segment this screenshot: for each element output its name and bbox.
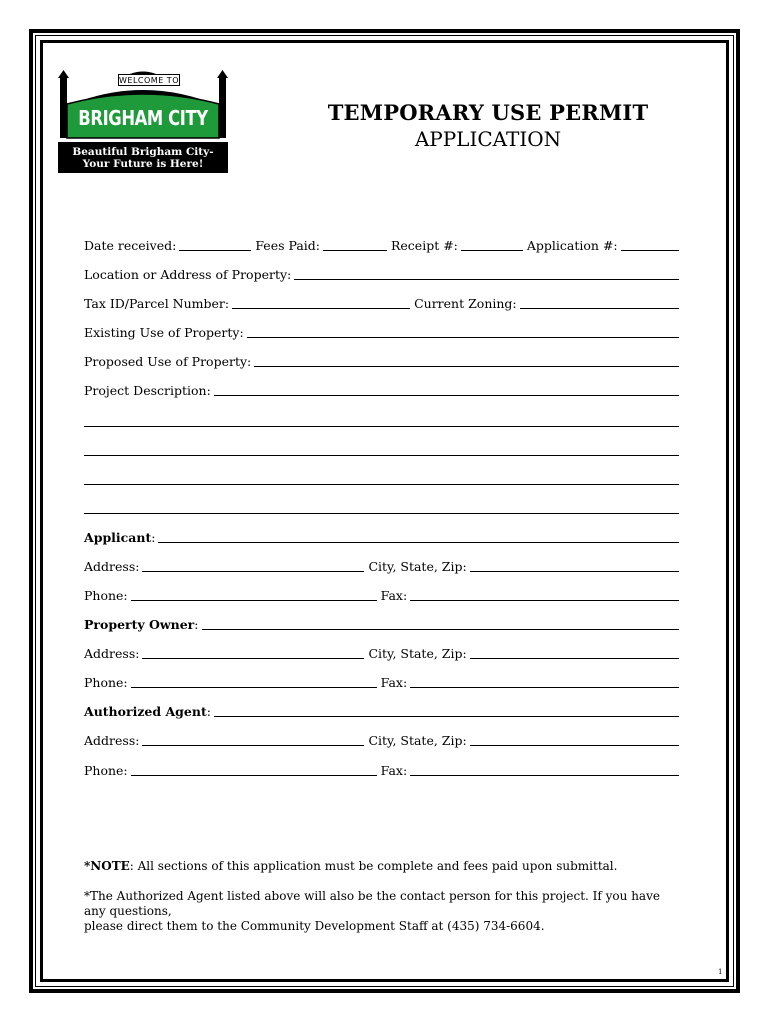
application-field[interactable] [621,250,679,251]
property-owner-field[interactable] [202,629,680,630]
form-title-main: TEMPORARY USE PERMIT [327,100,649,125]
row-agent-phone [84,761,679,779]
row-property-owner [84,615,679,633]
agent-note-line-2: please direct them to the Community Development Staff at (435) 734-6604. [84,919,545,933]
receipt-label: Receipt #: [391,238,458,253]
current-zoning-label: Current Zoning: [414,296,517,311]
project-description-line-3[interactable] [84,455,679,456]
agent-fax-field[interactable] [410,775,679,776]
owner-address-field[interactable] [142,658,364,659]
row-owner-address [84,644,679,662]
authorized-agent-colon: : [206,704,211,719]
applicant-phone-label: Phone: [84,588,128,603]
receipt-field[interactable] [461,250,523,251]
date-received-label: Date received: [84,238,177,253]
applicant-city-label: City, State, Zip: [368,559,467,574]
project-description-line-4[interactable] [84,484,679,485]
application-label: Application #: [526,238,618,253]
row-existing-use [84,323,679,341]
project-description-line-2[interactable] [84,426,679,427]
owner-fax-field[interactable] [410,687,679,688]
applicant-phone-field[interactable] [131,600,377,601]
location-field[interactable] [294,279,679,280]
existing-use-field[interactable] [247,337,679,338]
row-office-use [84,236,679,254]
logo-tagline-line-2: Your Future is Here! [82,158,204,170]
agent-phone-field[interactable] [131,775,377,776]
project-description-line-5[interactable] [84,513,679,514]
applicant-fax-field[interactable] [410,600,679,601]
owner-phone-field[interactable] [131,687,377,688]
existing-use-label: Existing Use of Property: [84,325,244,340]
row-applicant-address [84,557,679,575]
applicant-fax-label: Fax: [380,588,408,603]
tax-id-label: Tax ID/Parcel Number: [84,296,230,311]
logo-city-name: BRIGHAM CITY [78,106,208,130]
proposed-use-label: Proposed Use of Property: [84,354,252,369]
agent-note-line-1: *The Authorized Agent listed above will also be the contact person for this project. If you have any questions, [84,889,660,918]
owner-fax-label: Fax: [380,675,408,690]
submittal-note [84,859,684,874]
proposed-use-field[interactable] [254,366,679,367]
owner-city-label: City, State, Zip: [368,646,467,661]
owner-address-label: Address: [84,646,140,661]
applicant-field[interactable] [158,542,679,543]
tax-id-field[interactable] [232,308,410,309]
agent-phone-label: Phone: [84,763,128,778]
agent-address-label: Address: [84,733,140,748]
agent-city-field[interactable] [470,745,679,746]
row-location [84,265,679,283]
page-number: 1 [718,968,723,976]
owner-city-field[interactable] [470,658,679,659]
row-applicant [84,528,679,546]
row-authorized-agent [84,702,679,720]
row-project-description [84,381,679,399]
form-title-sub: APPLICATION [414,127,562,151]
form-title [300,100,676,152]
location-label: Location or Address of Property: [84,267,292,282]
row-agent-address [84,731,679,749]
applicant-address-field[interactable] [142,571,364,572]
row-applicant-phone [84,586,679,604]
note-label: *NOTE [84,859,130,873]
applicant-address-label: Address: [84,559,140,574]
applicant-city-field[interactable] [470,571,679,572]
agent-contact-note [84,889,684,934]
logo-tagline-line-1: Beautiful Brigham City- [72,146,214,158]
agent-city-label: City, State, Zip: [368,733,467,748]
agent-address-field[interactable] [142,745,364,746]
owner-phone-label: Phone: [84,675,128,690]
agent-fax-label: Fax: [380,763,408,778]
authorized-agent-label: Authorized Agent [84,704,207,719]
page-border-inner [40,40,729,982]
note-text: : All sections of this application must be complete and fees paid upon submittal. [129,859,618,873]
row-owner-phone [84,673,679,691]
authorized-agent-field[interactable] [214,716,679,717]
brigham-city-logo [58,70,228,173]
project-description-label: Project Description: [84,383,211,398]
row-tax-zoning [84,294,679,312]
project-description-field[interactable] [214,395,679,396]
fees-paid-field[interactable] [323,250,387,251]
logo-tagline-banner [58,142,228,173]
logo-welcome-text: WELCOME TO [119,76,179,85]
row-proposed-use [84,352,679,370]
fees-paid-label: Fees Paid: [255,238,320,253]
property-owner-label: Property Owner [84,617,195,632]
applicant-label: Applicant [84,530,152,545]
date-received-field[interactable] [179,250,251,251]
property-owner-colon: : [194,617,199,632]
applicant-colon: : [151,530,156,545]
current-zoning-field[interactable] [520,308,679,309]
